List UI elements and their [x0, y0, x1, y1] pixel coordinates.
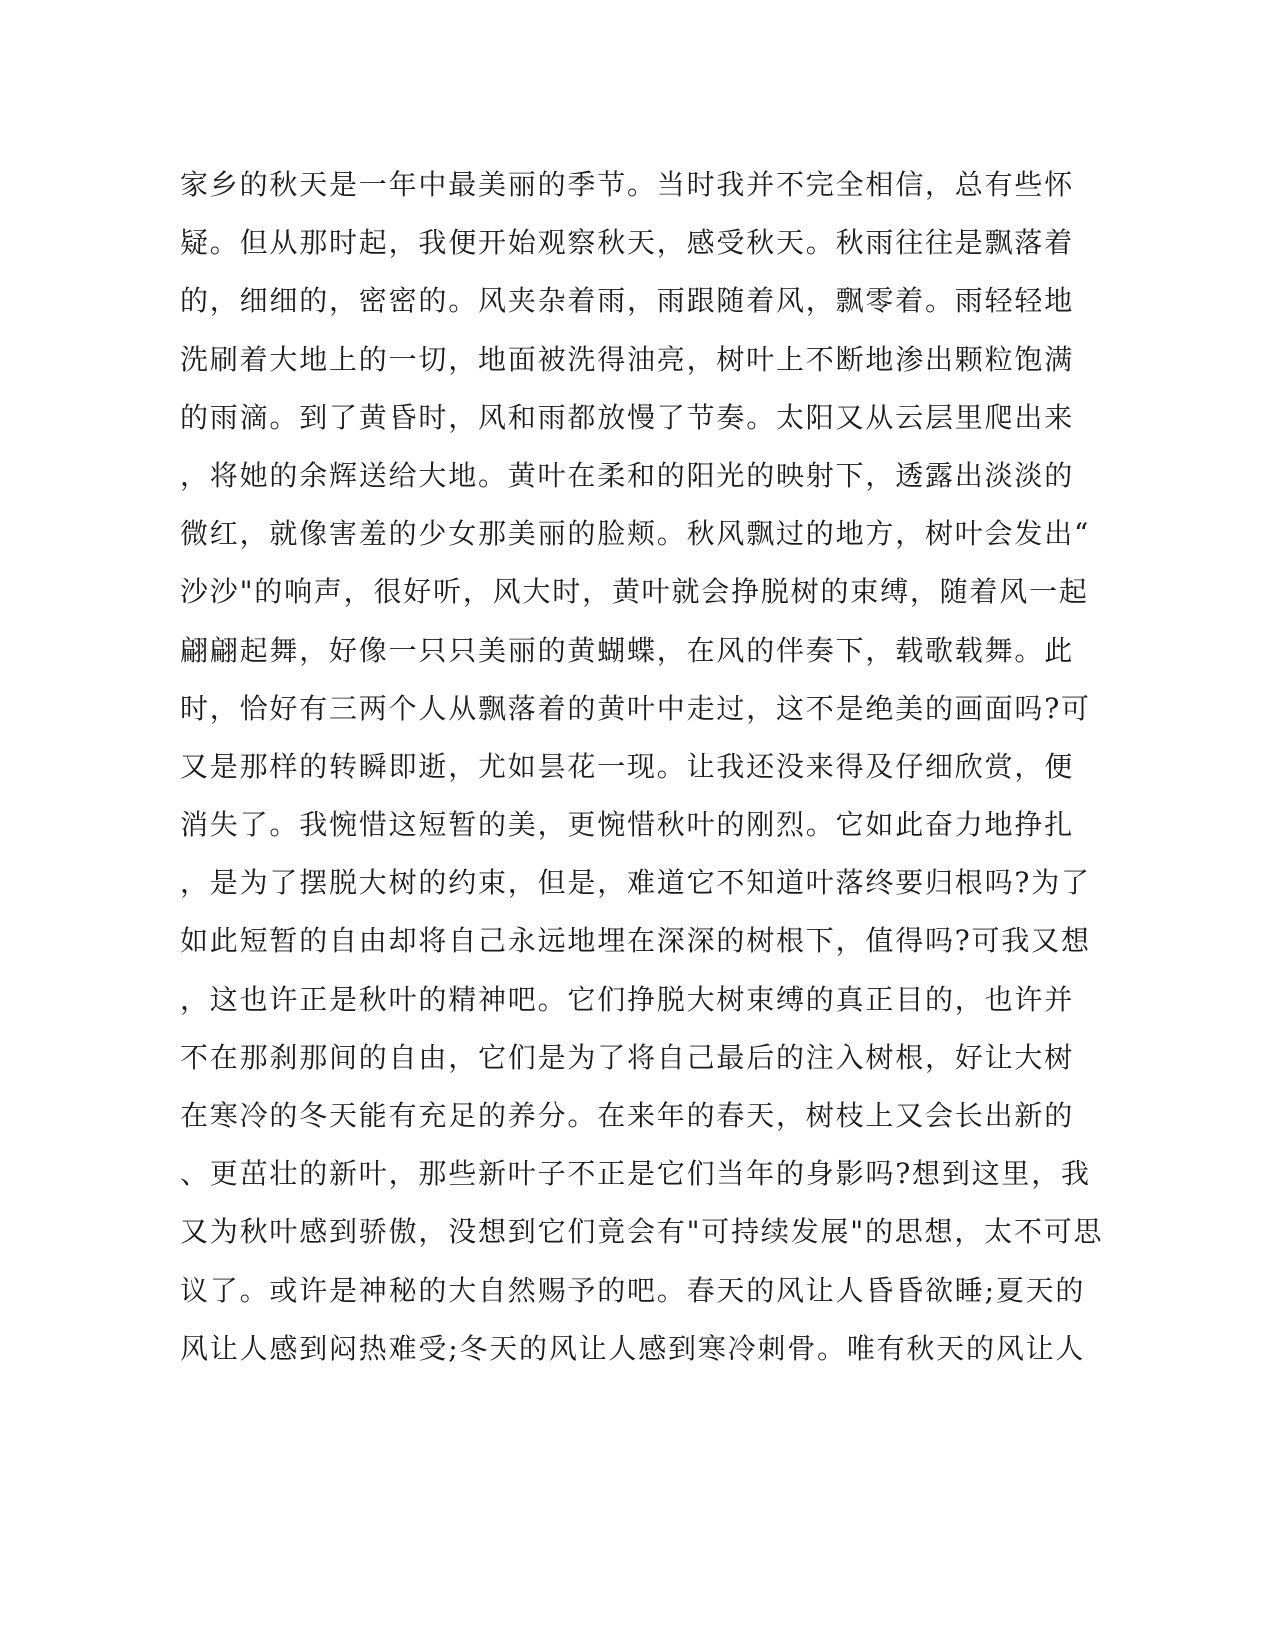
body-paragraph	[180, 156, 1104, 1378]
paragraph-line: 在寒冷的冬天能有充足的养分。在来年的春天，树枝上又会长出新的	[180, 1099, 1075, 1132]
paragraph-line: 翩翩起舞，好像一只只美丽的黄蝴蝶，在风的伴奏下，载歌载舞。此	[180, 633, 1075, 667]
paragraph-line: 如此短暂的自由却将自己永远地埋在深深的树根下，值得吗?可我又想	[180, 924, 1091, 958]
paragraph-line: 时，恰好有三两个人从飘落着的黄叶中走过，这不是绝美的画面吗?可	[180, 691, 1091, 725]
paragraph-line: 家乡的秋天是一年中最美丽的季节。当时我并不完全相信，总有些怀	[180, 168, 1075, 201]
paragraph-line: 疑。但从那时起，我便开始观察秋天，感受秋天。秋雨往往是飘落着	[180, 226, 1075, 260]
paragraph-line: ，这也许正是秋叶的精神吧。它们挣脱大树束缚的真正目的，也许并	[180, 982, 1075, 1016]
paragraph-line: ，是为了摆脱大树的约束，但是，难道它不知道叶落终要归根吗?为了	[180, 866, 1091, 900]
paragraph-line: 洗刷着大地上的一切，地面被洗得油亮，树叶上不断地渗出颗粒饱满	[180, 342, 1075, 376]
paragraph-line: 的，细细的，密密的。风夹杂着雨，雨跟随着风，飘零着。雨轻轻地	[180, 284, 1075, 318]
paragraph-line: 不在那刹那间的自由，它们是为了将自己最后的注入树根，好让大树	[180, 1040, 1075, 1074]
paragraph-line: 议了。或许是神秘的大自然赐予的吧。春天的风让人昏昏欲睡;夏天的	[180, 1273, 1086, 1307]
paragraph-line: 消失了。我惋惜这短暂的美，更惋惜秋叶的刚烈。它如此奋力地挣扎	[180, 808, 1075, 842]
paragraph-line: 风让人感到闷热难受;冬天的风让人感到寒冷刺骨。唯有秋天的风让人	[180, 1331, 1086, 1365]
paragraph-line: 又为秋叶感到骄傲，没想到它们竟会有"可持续发展"的思想，太不可思	[180, 1215, 1104, 1249]
paragraph-line: 、更茁壮的新叶，那些新叶子不正是它们当年的身影吗?想到这里，我	[180, 1157, 1091, 1191]
paragraph-line: ，将她的余辉送给大地。黄叶在柔和的阳光的映射下，透露出淡淡的	[180, 458, 1075, 492]
paragraph-line: 沙沙"的响声，很好听，风大时，黄叶就会挣脱树的束缚，随着风一起	[180, 575, 1089, 609]
paragraph-line: 的雨滴。到了黄昏时，风和雨都放慢了节奏。太阳又从云层里爬出来	[180, 400, 1075, 434]
paragraph-line: 微红，就像害羞的少女那美丽的脸颊。秋风飘过的地方，树叶会发出“	[180, 517, 1091, 551]
paragraph-line: 又是那样的转瞬即逝，尤如昙花一现。让我还没来得及仔细欣赏，便	[180, 749, 1075, 783]
